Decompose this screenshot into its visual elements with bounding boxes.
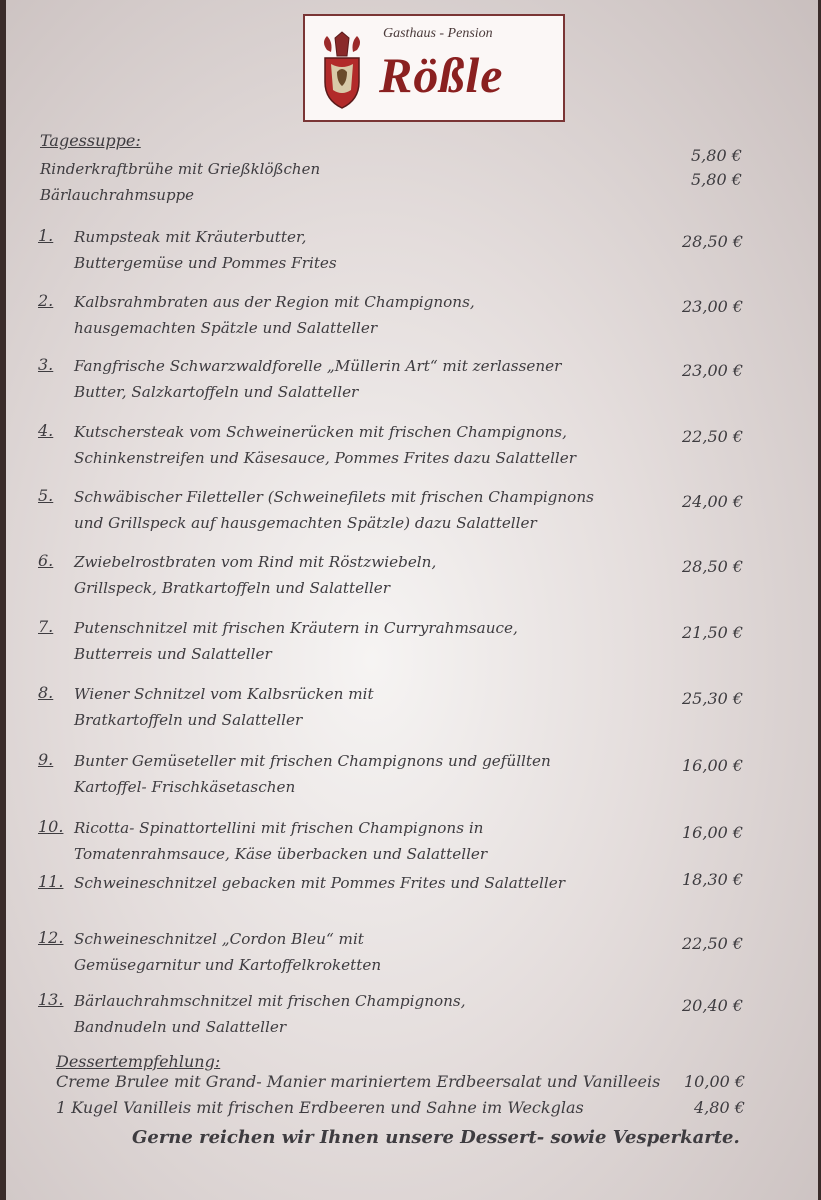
menu-item-number: 12.: [38, 928, 64, 947]
menu-item-line: Butterreis und Salatteller: [74, 645, 272, 663]
menu-item-line: Bandnudeln und Salatteller: [74, 1018, 287, 1036]
menu-item-line: Rumpsteak mit Kräuterbutter,: [74, 228, 307, 246]
dessert-item: 1 Kugel Vanilleis mit frischen Erdbeeren und Sahne im Weckglas: [56, 1098, 584, 1117]
crest-icon: [317, 30, 367, 110]
menu-item-description: [74, 815, 487, 867]
menu-item-number: 1.: [38, 226, 54, 245]
menu-item-line: Putenschnitzel mit frischen Kräutern in Curryrahmsauce,: [74, 619, 518, 637]
dessert-item: Creme Brulee mit Grand- Manier mariniertem Erdbeersalat und Vanilleeis: [56, 1072, 661, 1091]
menu-page: [6, 0, 818, 1200]
menu-item-description: [74, 289, 475, 341]
menu-item-line: Zwiebelrostbraten vom Rind mit Röstzwiebeln,: [74, 553, 437, 571]
menu-item-number: 9.: [38, 750, 54, 769]
menu-item-line: Butter, Salzkartoffeln und Salatteller: [74, 383, 359, 401]
menu-item-price: 28,50 €: [682, 557, 744, 576]
menu-item-price: 20,40 €: [682, 996, 744, 1015]
menu-item-line: Fangfrische Schwarzwaldforelle „Müllerin Art“ mit zerlassener: [74, 357, 562, 375]
menu-item-line: Tomatenrahmsauce, Käse überbacken und Salatteller: [74, 845, 488, 863]
soup-item: Bärlauchrahmsuppe: [40, 186, 195, 204]
menu-item-price: 24,00 €: [682, 492, 744, 511]
menu-item-line: Ricotta- Spinattortellini mit frischen Champignons in: [74, 819, 484, 837]
logo: [303, 14, 565, 122]
menu-item-price: 22,50 €: [682, 427, 744, 446]
dessert-price: 4,80 €: [694, 1098, 745, 1117]
menu-item-line: Buttergemüse und Pommes Frites: [74, 254, 337, 272]
soup-price: 5,80 €: [691, 170, 742, 189]
menu-item-number: 4.: [38, 421, 54, 440]
menu-item-number: 13.: [38, 990, 64, 1009]
logo-title: Rößle: [379, 47, 504, 103]
menu-item-description: [74, 988, 466, 1040]
menu-item-description: [74, 615, 518, 667]
menu-item-number: 7.: [38, 617, 54, 636]
menu-item-number: 2.: [38, 291, 54, 310]
menu-item-line: Wiener Schnitzel vom Kalbsrücken mit: [74, 685, 374, 703]
menu-item-description: [74, 870, 565, 896]
menu-item-description: [74, 224, 337, 276]
menu-item-number: 8.: [38, 683, 54, 702]
menu-item-price: 23,00 €: [682, 297, 744, 316]
menu-item-number: 5.: [38, 486, 54, 505]
menu-item-price: 18,30 €: [682, 870, 744, 889]
menu-item-line: Bunter Gemüseteller mit frischen Champignons und gefüllten: [74, 752, 551, 770]
menu-item-price: 23,00 €: [682, 361, 744, 380]
menu-item-line: Gemüsegarnitur und Kartoffelkroketten: [74, 956, 382, 974]
menu-item-line: und Grillspeck auf hausgemachten Spätzle) dazu Salatteller: [74, 514, 537, 532]
menu-item-description: [74, 484, 594, 536]
menu-item-number: 6.: [38, 551, 54, 570]
menu-item-line: Schweineschnitzel gebacken mit Pommes Frites und Salatteller: [74, 874, 565, 892]
menu-item-description: [74, 353, 561, 405]
menu-item-line: Schinkenstreifen und Käsesauce, Pommes Frites dazu Salatteller: [74, 449, 577, 467]
menu-item-number: 10.: [38, 817, 64, 836]
menu-item-price: 21,50 €: [682, 623, 744, 642]
soup-price: 5,80 €: [691, 146, 742, 165]
menu-item-line: Kalbsrahmbraten aus der Region mit Champignons,: [74, 293, 475, 311]
menu-item-description: [74, 926, 381, 978]
menu-item-price: 28,50 €: [682, 232, 744, 251]
soup-heading: Tagessuppe:: [40, 131, 141, 150]
menu-item-line: Bärlauchrahmschnitzel mit frischen Champignons,: [74, 992, 466, 1010]
menu-item-description: [74, 748, 551, 800]
menu-item-price: 16,00 €: [682, 756, 744, 775]
menu-item-line: Schwäbischer Filetteller (Schweinefilets mit frischen Champignons: [74, 488, 594, 506]
logo-subtitle: Gasthaus - Pension: [383, 26, 493, 41]
menu-item-price: 16,00 €: [682, 823, 744, 842]
footer-note: Gerne reichen wir Ihnen unsere Dessert- sowie Vesperkarte.: [132, 1127, 740, 1148]
menu-item-line: Schweineschnitzel „Cordon Bleu“ mit: [74, 930, 364, 948]
menu-item-line: Grillspeck, Bratkartoffeln und Salatteller: [74, 579, 391, 597]
menu-item-description: [74, 681, 374, 733]
dessert-heading: Dessertempfehlung:: [56, 1052, 221, 1071]
menu-item-number: 11.: [38, 872, 64, 891]
menu-item-price: 25,30 €: [682, 689, 744, 708]
dessert-price: 10,00 €: [684, 1072, 746, 1091]
menu-item-price: 22,50 €: [682, 934, 744, 953]
menu-item-description: [74, 419, 576, 471]
menu-item-description: [74, 549, 436, 601]
soup-item: Rinderkraftbrühe mit Grießklößchen: [40, 160, 321, 178]
menu-item-line: hausgemachten Spätzle und Salatteller: [74, 319, 378, 337]
menu-item-line: Bratkartoffeln und Salatteller: [74, 711, 303, 729]
menu-item-number: 3.: [38, 355, 54, 374]
menu-item-line: Kutschersteak vom Schweinerücken mit frischen Champignons,: [74, 423, 567, 441]
menu-item-line: Kartoffel- Frischkäsetaschen: [74, 778, 296, 796]
